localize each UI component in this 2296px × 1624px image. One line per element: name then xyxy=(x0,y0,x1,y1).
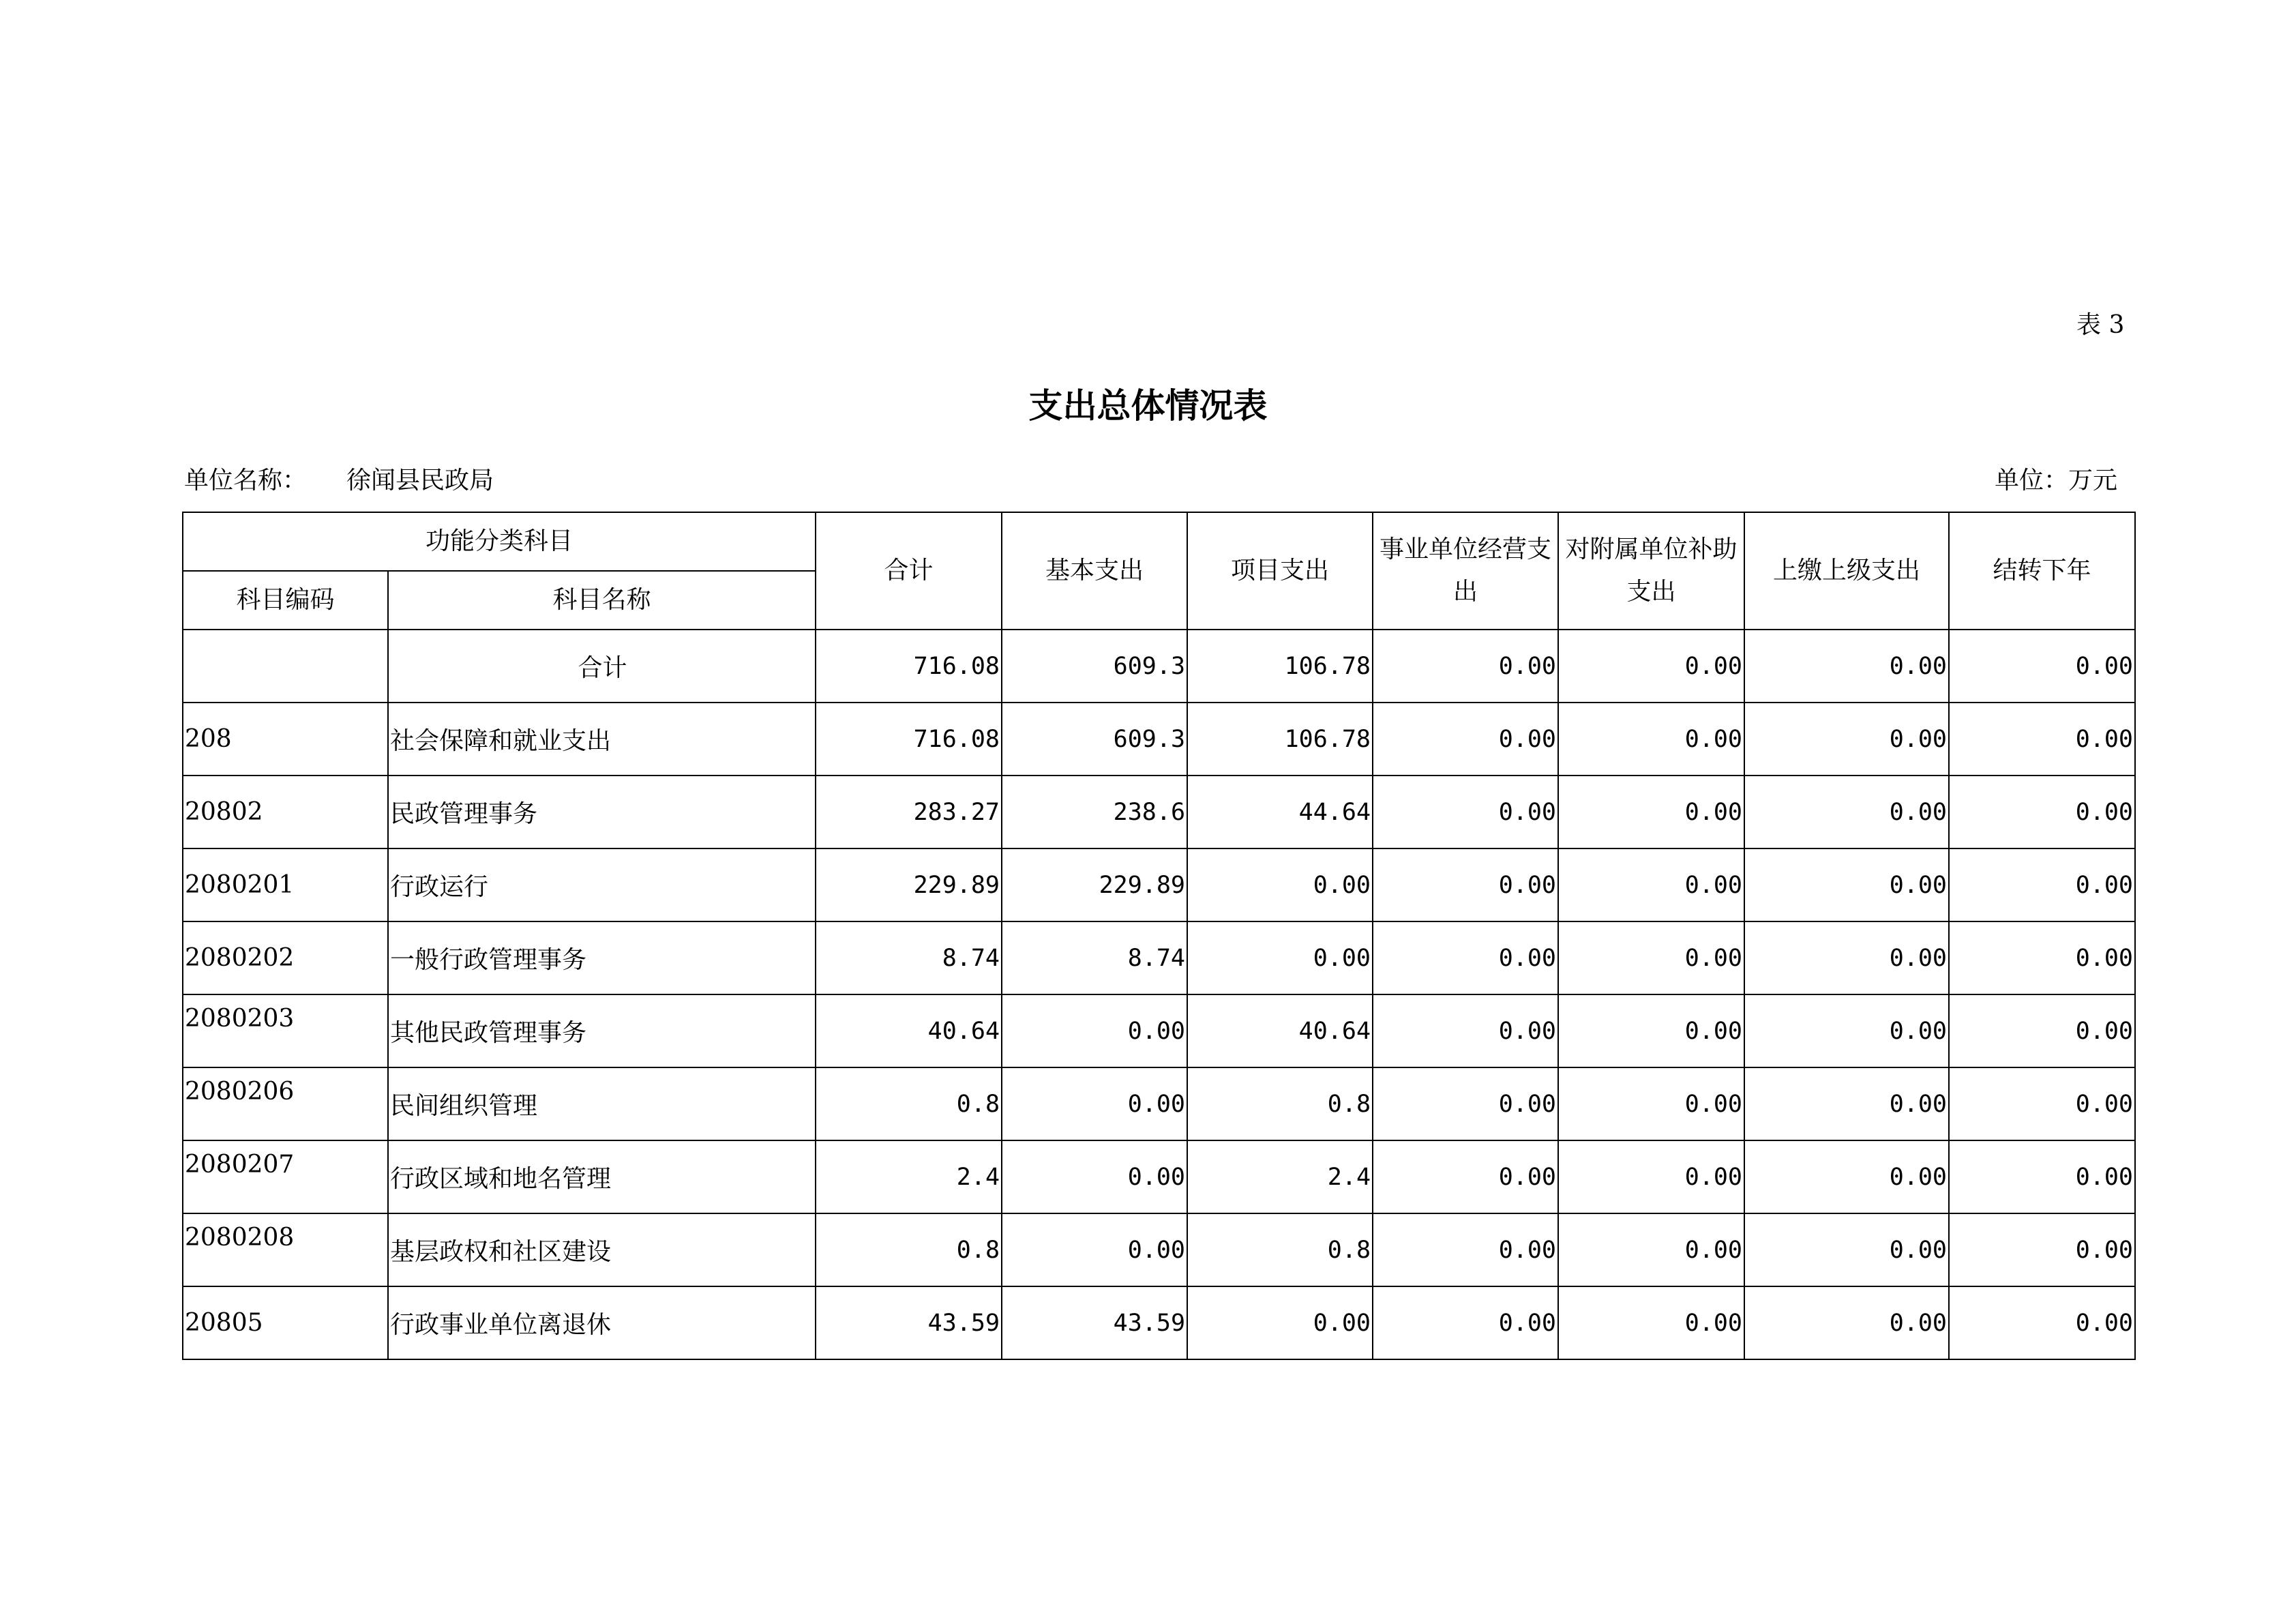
cell-carry: 0.00 xyxy=(1949,921,2135,994)
cell-remit: 0.00 xyxy=(1744,994,1949,1067)
cell-remit: 0.00 xyxy=(1744,848,1949,921)
cell-subsidy: 0.00 xyxy=(1558,921,1744,994)
table-row xyxy=(183,1286,2135,1359)
header-subject-name: 科目名称 xyxy=(388,571,816,630)
cell-code: 208 xyxy=(183,703,388,776)
cell-basic: 238.6 xyxy=(1002,776,1187,848)
cell-name: 民间组织管理 xyxy=(388,1067,816,1140)
cell-total: 0.8 xyxy=(816,1213,1002,1286)
cell-remit: 0.00 xyxy=(1744,776,1949,848)
table-row xyxy=(183,776,2135,848)
cell-total: 716.08 xyxy=(816,630,1002,703)
cell-code: 2080206 xyxy=(183,1067,388,1140)
document-title: 支出总体情况表 xyxy=(1028,385,1268,426)
table-row xyxy=(183,921,2135,994)
cell-basic: 8.74 xyxy=(1002,921,1187,994)
cell-subsidy: 0.00 xyxy=(1558,1067,1744,1140)
header-basic-expenditure: 基本支出 xyxy=(1002,512,1187,630)
cell-project: 0.00 xyxy=(1187,848,1373,921)
cell-name: 民政管理事务 xyxy=(388,776,816,848)
cell-basic: 0.00 xyxy=(1002,1213,1187,1286)
cell-business: 0.00 xyxy=(1373,848,1558,921)
cell-name: 行政事业单位离退休 xyxy=(388,1286,816,1359)
cell-business: 0.00 xyxy=(1373,921,1558,994)
cell-business: 0.00 xyxy=(1373,1140,1558,1213)
table-row xyxy=(183,1140,2135,1213)
cell-business: 0.00 xyxy=(1373,703,1558,776)
cell-code xyxy=(183,630,388,703)
cell-code: 2080203 xyxy=(183,994,388,1067)
cell-project: 0.8 xyxy=(1187,1213,1373,1286)
cell-subsidy: 0.00 xyxy=(1558,776,1744,848)
cell-business: 0.00 xyxy=(1373,994,1558,1067)
cell-project: 44.64 xyxy=(1187,776,1373,848)
currency-unit-label: 单位：万元 xyxy=(1995,467,2118,494)
cell-carry: 0.00 xyxy=(1949,848,2135,921)
cell-name: 其他民政管理事务 xyxy=(388,994,816,1067)
cell-total: 8.74 xyxy=(816,921,1002,994)
cell-basic: 43.59 xyxy=(1002,1286,1187,1359)
cell-code: 20802 xyxy=(183,776,388,848)
cell-total: 40.64 xyxy=(816,994,1002,1067)
cell-code: 2080202 xyxy=(183,921,388,994)
cell-name: 行政运行 xyxy=(388,848,816,921)
cell-business: 0.00 xyxy=(1373,1213,1558,1286)
table-row xyxy=(183,848,2135,921)
cell-project: 0.00 xyxy=(1187,921,1373,994)
cell-subsidy: 0.00 xyxy=(1558,703,1744,776)
cell-carry: 0.00 xyxy=(1949,994,2135,1067)
header-total: 合计 xyxy=(816,512,1002,630)
cell-subsidy: 0.00 xyxy=(1558,630,1744,703)
unit-name-label: 单位名称： xyxy=(184,467,308,494)
header-subject-code: 科目编码 xyxy=(183,571,388,630)
cell-basic: 609.3 xyxy=(1002,630,1187,703)
table-row xyxy=(183,994,2135,1067)
cell-carry: 0.00 xyxy=(1949,1213,2135,1286)
cell-subsidy: 0.00 xyxy=(1558,848,1744,921)
cell-carry: 0.00 xyxy=(1949,1286,2135,1359)
cell-basic: 0.00 xyxy=(1002,994,1187,1067)
cell-total: 0.8 xyxy=(816,1067,1002,1140)
cell-subsidy: 0.00 xyxy=(1558,1286,1744,1359)
cell-subsidy: 0.00 xyxy=(1558,1140,1744,1213)
cell-total: 2.4 xyxy=(816,1140,1002,1213)
cell-business: 0.00 xyxy=(1373,1286,1558,1359)
cell-project: 0.00 xyxy=(1187,1286,1373,1359)
header-subsidy-expenditure: 对附属单位补助支出 xyxy=(1558,512,1744,630)
header-business-expenditure: 事业单位经营支出 xyxy=(1373,512,1558,630)
cell-total: 716.08 xyxy=(816,703,1002,776)
cell-code: 2080201 xyxy=(183,848,388,921)
header-function-category: 功能分类科目 xyxy=(183,512,816,571)
cell-carry: 0.00 xyxy=(1949,1140,2135,1213)
cell-remit: 0.00 xyxy=(1744,703,1949,776)
table-row xyxy=(183,1067,2135,1140)
cell-name: 社会保障和就业支出 xyxy=(388,703,816,776)
cell-name: 合计 xyxy=(388,630,816,703)
cell-carry: 0.00 xyxy=(1949,1067,2135,1140)
header-remit-expenditure: 上缴上级支出 xyxy=(1744,512,1949,630)
cell-basic: 0.00 xyxy=(1002,1140,1187,1213)
cell-project: 40.64 xyxy=(1187,994,1373,1067)
cell-business: 0.00 xyxy=(1373,1067,1558,1140)
table-number: 表 3 xyxy=(2076,311,2125,339)
cell-remit: 0.00 xyxy=(1744,1140,1949,1213)
cell-name: 基层政权和社区建设 xyxy=(388,1213,816,1286)
cell-project: 106.78 xyxy=(1187,703,1373,776)
expenditure-table xyxy=(182,512,2136,1360)
cell-business: 0.00 xyxy=(1373,776,1558,848)
cell-code: 2080207 xyxy=(183,1140,388,1213)
cell-business: 0.00 xyxy=(1373,630,1558,703)
cell-remit: 0.00 xyxy=(1744,1286,1949,1359)
cell-total: 43.59 xyxy=(816,1286,1002,1359)
cell-remit: 0.00 xyxy=(1744,1213,1949,1286)
cell-subsidy: 0.00 xyxy=(1558,994,1744,1067)
cell-basic: 0.00 xyxy=(1002,1067,1187,1140)
cell-project: 0.8 xyxy=(1187,1067,1373,1140)
cell-name: 行政区域和地名管理 xyxy=(388,1140,816,1213)
cell-total: 229.89 xyxy=(816,848,1002,921)
unit-name-value: 徐闻县民政局 xyxy=(346,467,494,494)
cell-code: 2080208 xyxy=(183,1213,388,1286)
header-carry-forward: 结转下年 xyxy=(1949,512,2135,630)
cell-carry: 0.00 xyxy=(1949,703,2135,776)
cell-carry: 0.00 xyxy=(1949,776,2135,848)
cell-basic: 229.89 xyxy=(1002,848,1187,921)
table-row-total xyxy=(183,630,2135,703)
cell-remit: 0.00 xyxy=(1744,921,1949,994)
cell-code: 20805 xyxy=(183,1286,388,1359)
cell-remit: 0.00 xyxy=(1744,630,1949,703)
cell-basic: 609.3 xyxy=(1002,703,1187,776)
cell-total: 283.27 xyxy=(816,776,1002,848)
cell-carry: 0.00 xyxy=(1949,630,2135,703)
table-row xyxy=(183,1213,2135,1286)
cell-project: 106.78 xyxy=(1187,630,1373,703)
cell-remit: 0.00 xyxy=(1744,1067,1949,1140)
cell-project: 2.4 xyxy=(1187,1140,1373,1213)
header-project-expenditure: 项目支出 xyxy=(1187,512,1373,630)
cell-name: 一般行政管理事务 xyxy=(388,921,816,994)
table-row xyxy=(183,703,2135,776)
cell-subsidy: 0.00 xyxy=(1558,1213,1744,1286)
